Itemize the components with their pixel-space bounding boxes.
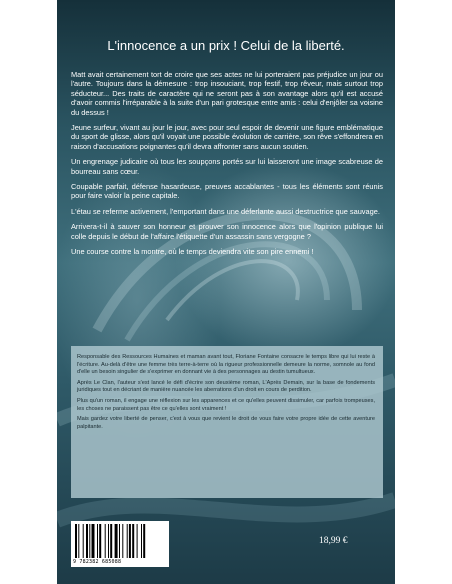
bio-paragraph: Plus qu'un roman, il engage une réflexion sur les apparences et ce qu'elles peuvent dissimuler, car parfois trompeuses, les choses ne paraissent pas être ce qu'elles sont vraiment ! <box>77 397 375 412</box>
barcode-bar <box>75 524 77 558</box>
barcode-bar <box>83 524 84 558</box>
book-blurb <box>71 70 383 263</box>
barcode-bars <box>75 524 165 558</box>
barcode-bar <box>137 524 138 558</box>
barcode-bar <box>143 524 145 558</box>
book-back-cover <box>57 0 395 584</box>
blurb-paragraph: Une course contre la montre, où le temps deviendra vite son pire ennemi ! <box>71 247 314 257</box>
barcode-bar <box>115 524 118 558</box>
barcode-bar <box>105 524 106 558</box>
bio-paragraph: Après Le Clan, l'auteur s'est lancé le défi d'écrire son deuxième roman, L'Après Demain, sur la base de fondements juridiques tout en décriant de manière nuancée les aberrations d'un droit en cours de perdition. <box>77 379 375 394</box>
barcode-bar <box>110 524 112 558</box>
barcode-bar <box>141 524 142 558</box>
blurb-paragraph: L'étau se referme activement, l'emportant dans une déferlante aussi destructrice que sauvage. <box>71 206 380 216</box>
isbn-barcode <box>71 521 169 567</box>
blurb-paragraph: Matt avait certainement tort de croire que ses actes ne lui porteraient pas préjudice un jour ou l'autre. Toujours dans la démesure : trop insouciant, trop festif, trop rêveur, mais surtout trop séducteur... Des traits de caractère qui ne seront pas à son avantage alors qu'il est accusé d'avoir commis l'irréparable à la suite d'un pari grotesque entre amis : celui d'enjôler sa voisine du dessus ! <box>71 70 383 117</box>
barcode-bar <box>132 524 134 558</box>
blurb-paragraph: Jeune surfeur, vivant au jour le jour, avec pour seul espoir de devenir une figure emblématique du sport de glisse, alors qu'il voyait une possible évolution de carrière, son rêve s'effondrera en raison d'accusations poignantes qu'il devra affronter sans aucun soutien. <box>71 123 383 151</box>
barcode-bar <box>127 524 128 558</box>
barcode-bar <box>122 524 123 558</box>
barcode-bar <box>86 524 88 558</box>
blurb-paragraph: Coupable parfait, défense hasardeuse, preuves accablantes - tous les éléments sont réunis pour faire valoir la peine capitale. <box>71 182 383 201</box>
cover-headline: L'innocence a un prix ! Celui de la liberté. <box>107 38 345 53</box>
blurb-paragraph: Un engrenage judicaire où tous les soupçons portés sur lui laisseront une image scabreuse de bourreau sans cœur. <box>71 157 383 176</box>
author-bio <box>77 354 375 434</box>
barcode-bar <box>108 524 109 558</box>
barcode-bar <box>92 524 95 558</box>
barcode-bar <box>119 524 120 558</box>
barcode-bar <box>99 524 101 558</box>
author-bio-box <box>71 346 383 498</box>
barcode-bar <box>129 524 131 558</box>
barcode-bar <box>89 524 90 558</box>
blurb-paragraph: Arrivera-t-il à sauver son honneur et prouver son innocence alors que l'opinion publique lui colle depuis le début de l'affaire l'étiquette d'un assassin sans vergogne ? <box>71 222 383 241</box>
bio-paragraph: Responsable des Ressources Humaines et maman avant tout, Floriane Fontaine consacre le temps libre qui lui reste à l'écriture. Au-delà d'être une femme très terre-à-terre où la rigueur professionnelle demeure la norme, somnole au fond d'elle un besoin singulier de s'exprimer en donnant vie à des personnages au destin tumultueux. <box>77 354 375 376</box>
bio-paragraph: Mais gardez votre liberté de penser, c'est à vous que revient le droit de vous faire votre propre idée de cette aventure palpitante. <box>77 416 375 430</box>
barcode-bar <box>78 524 79 558</box>
barcode-bar <box>97 524 98 558</box>
barcode-digits: 9 782382 685088 <box>73 559 122 565</box>
price-label: 18,99 € <box>319 536 348 546</box>
